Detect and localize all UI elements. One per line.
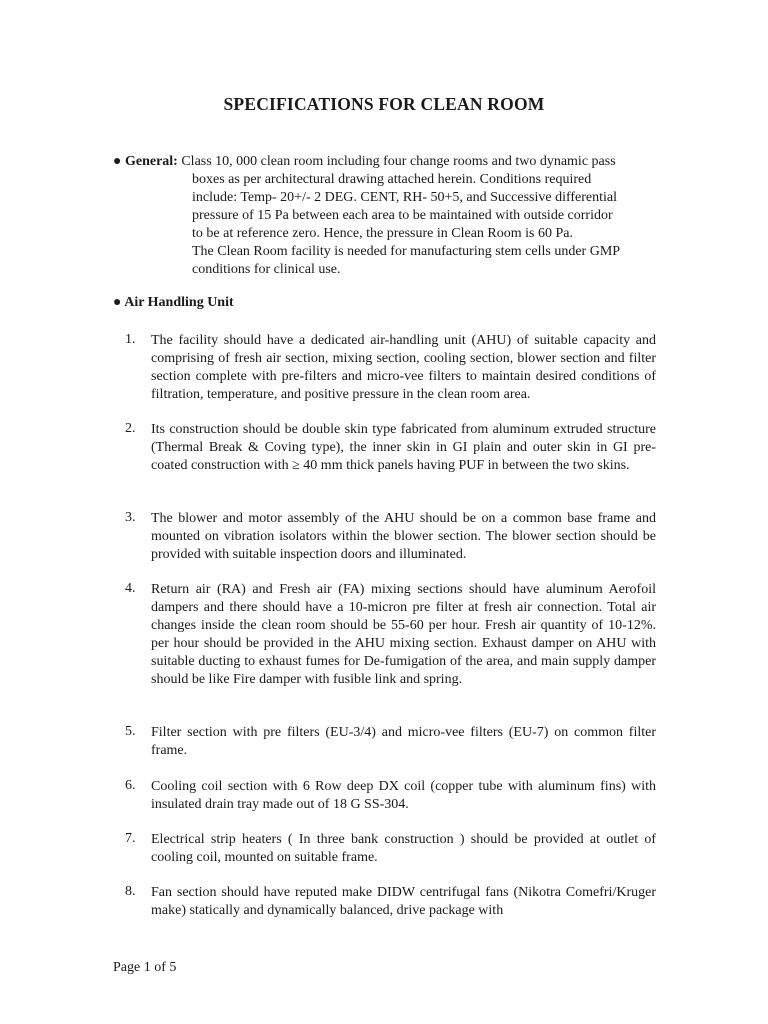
list-item <box>125 421 656 475</box>
list-item-text: Return air (RA) and Fresh air (FA) mixing sections should have aluminum Aerofoil dampers and there should have a 10-micron pre filter at fresh air connection. Total air changes inside the clean room should be 55-60 per hour. Fresh air quantity of 10-12%. per hour should be provided in the AHU mixing section. Exhaust damper on AHU with suitable ducting to exhaust fumes for De-fumigation of the area, and main supply damper should be like Fire damper with fusible link and spring. <box>151 582 656 687</box>
list-item-number: 8. <box>125 884 136 899</box>
list-item <box>125 831 656 867</box>
list-item-text: Electrical strip heaters ( In three bank construction ) should be provided at outlet of cooling coil, mounted on suitable frame. <box>151 832 656 865</box>
general-line-4: pressure of 15 Pa between each area to be maintained with outside corridor <box>192 208 613 223</box>
general-line-1: Class 10, 000 clean room including four change rooms and two dynamic pass <box>181 154 616 169</box>
list-item <box>125 724 656 760</box>
ahu-heading <box>113 295 234 311</box>
list-item-number: 5. <box>125 724 136 739</box>
general-line-7: conditions for clinical use. <box>192 262 341 277</box>
list-item <box>125 332 656 404</box>
list-item-text: The facility should have a dedicated air-handling unit (AHU) of suitable capacity and comprising of fresh air section, mixing section, cooling section, blower section and filter section complete with pre-filters and micro-vee filters to maintain desired conditions of filtration, temperature, and positive pressure in the clean room area. <box>151 333 656 402</box>
list-item <box>125 581 656 689</box>
list-item <box>125 510 656 564</box>
list-item-text: Fan section should have reputed make DIDW centrifugal fans (Nikotra Comefri/Kruger make) statically and dynamically balanced, drive package with <box>151 885 656 918</box>
general-label: General: <box>124 154 178 169</box>
bullet-icon: ● <box>113 154 122 169</box>
general-line-5: to be at reference zero. Hence, the pressure in Clean Room is 60 Pa. <box>192 226 573 241</box>
ahu-heading-text: Air Handling Unit <box>124 295 234 310</box>
general-line-3: include: Temp- 20+/- 2 DEG. CENT, RH- 50+5, and Successive differential <box>192 190 617 205</box>
list-item-number: 4. <box>125 581 136 596</box>
general-section <box>113 153 658 279</box>
page-title: SPECIFICATIONS FOR CLEAN ROOM <box>223 94 545 114</box>
list-item-number: 2. <box>125 421 136 436</box>
list-item-text: Filter section with pre filters (EU-3/4) and micro-vee filters (EU-7) on common filter frame. <box>151 725 656 758</box>
list-item-number: 6. <box>125 778 136 793</box>
general-line-2: boxes as per architectural drawing attached herein. Conditions required <box>192 172 592 187</box>
bullet-icon: ● <box>113 295 122 310</box>
list-item <box>125 884 656 920</box>
list-item-text: Cooling coil section with 6 Row deep DX coil (copper tube with aluminum fins) with insulated drain tray made out of 18 G SS-304. <box>151 779 656 812</box>
page-footer: Page 1 of 5 <box>113 960 177 975</box>
general-first-line <box>113 153 658 171</box>
list-item <box>125 778 656 814</box>
list-item-number: 7. <box>125 831 136 846</box>
list-item-text: The blower and motor assembly of the AHU should be on a common base frame and mounted on vibration isolators within the blower section. The blower section should be provided with suitable inspection doors and illuminated. <box>151 511 656 562</box>
list-item-text: Its construction should be double skin type fabricated from aluminum extruded structure (Thermal Break & Coving type), the inner skin in GI plain and outer skin in GI pre-coated construction with ≥ 40 mm thick panels having PUF in between the two skins. <box>151 422 656 473</box>
list-item-number: 1. <box>125 332 136 347</box>
list-item-number: 3. <box>125 510 136 525</box>
general-line-6: The Clean Room facility is needed for manufacturing stem cells under GMP <box>192 244 621 259</box>
